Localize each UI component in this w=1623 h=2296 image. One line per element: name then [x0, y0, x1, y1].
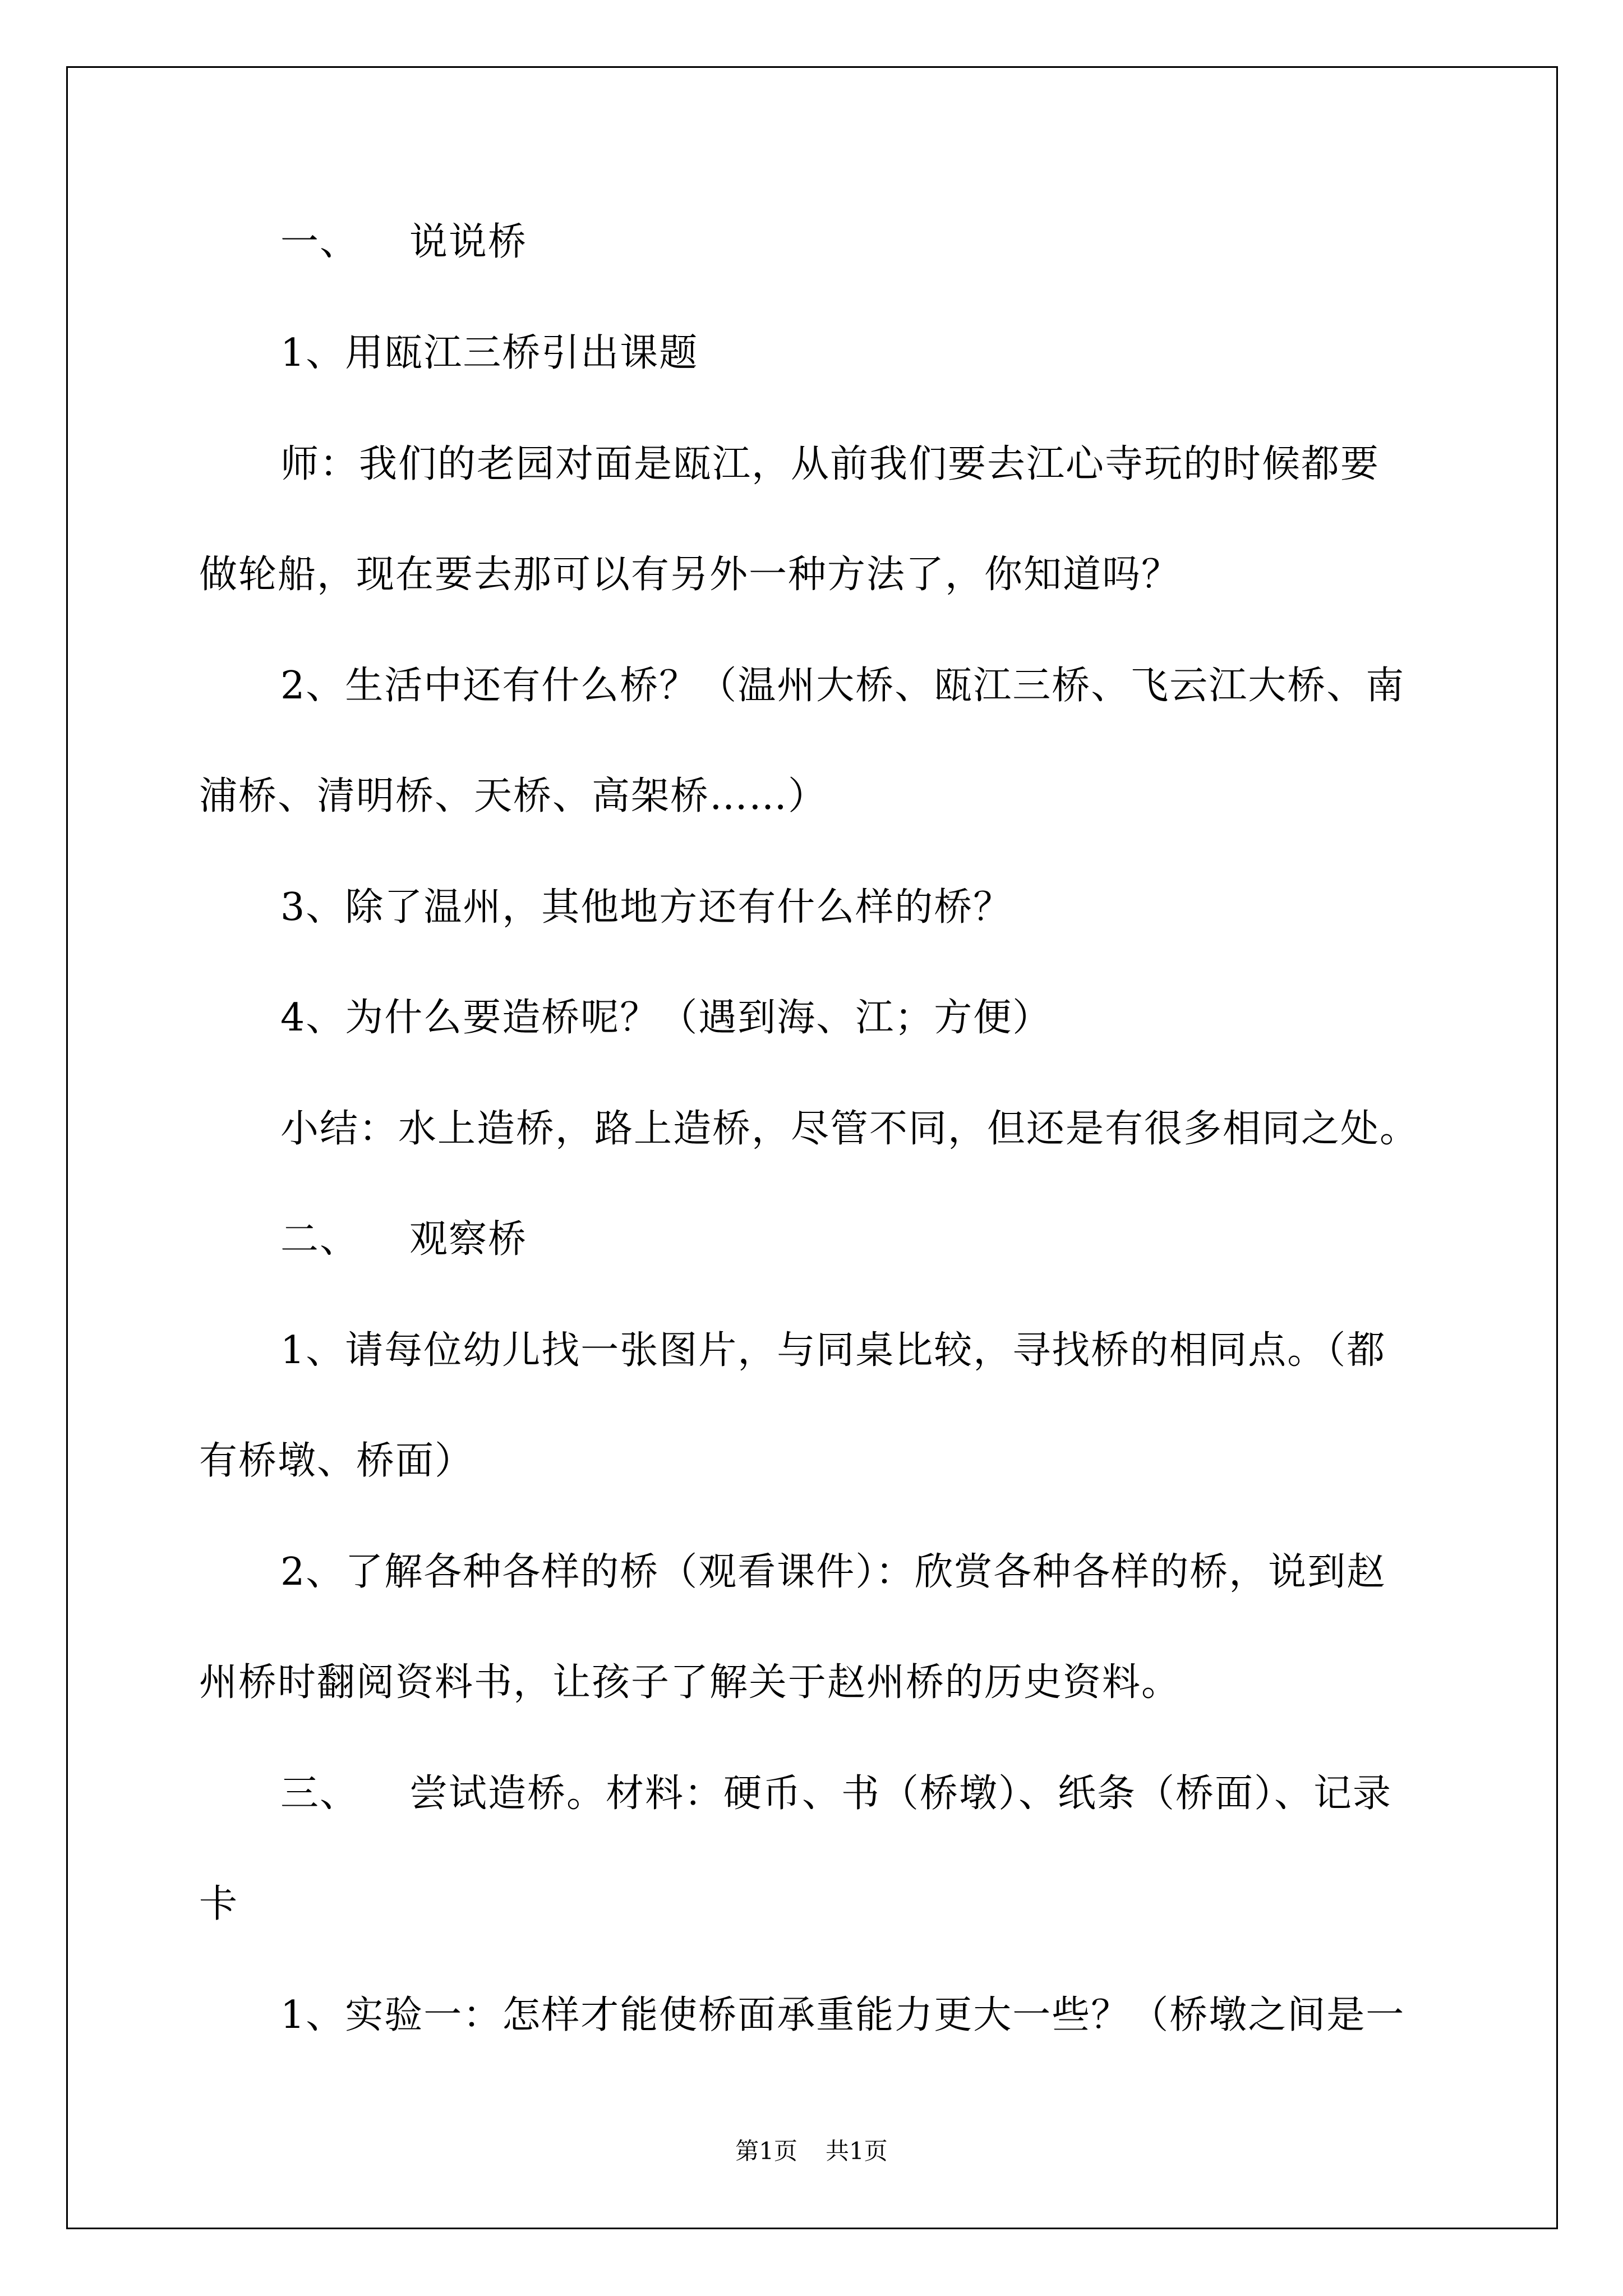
section-number: 二、	[280, 1217, 359, 1262]
section-title: 观察桥	[409, 1217, 528, 1262]
page-footer	[0, 2137, 1623, 2165]
section-heading-1	[280, 220, 527, 265]
paragraph-line: 师：我们的老园对面是瓯江，从前我们要去江心寺玩的时候都要	[280, 442, 1380, 486]
paragraph-line: 2、了解各种各样的桥（观看课件）：欣赏各种各样的桥，说到赵	[280, 1550, 1386, 1594]
paragraph-line: 3、除了温州，其他地方还有什么样的桥？	[280, 885, 1013, 930]
paragraph-line: 卡	[199, 1882, 239, 1926]
paragraph-line: 1、请每位幼儿找一张图片，与同桌比较，寻找桥的相同点。（都	[280, 1328, 1386, 1373]
paragraph-line: 浦桥、清明桥、天桥、高架桥……）	[199, 774, 828, 818]
page-number-current: 第1页	[735, 2137, 797, 2165]
section-number: 一、	[280, 220, 359, 264]
paragraph-line: 2、生活中还有什么桥？（温州大桥、瓯江三桥、飞云江大桥、南	[280, 664, 1405, 708]
page-number-total: 共1页	[826, 2137, 888, 2165]
paragraph-line: 州桥时翻阅资料书，让孩子了解关于赵州桥的历史资料。	[199, 1660, 1181, 1705]
paragraph-line: 做轮船，现在要去那可以有另外一种方法了，你知道吗？	[199, 553, 1181, 597]
paragraph-line: 1、实验一：怎样才能使桥面承重能力更大一些？（桥墩之间是一	[280, 1993, 1405, 2037]
paragraph-line: 小结：水上造桥，路上造桥，尽管不同，但还是有很多相同之处。	[280, 1107, 1419, 1151]
paragraph-line: 有桥墩、桥面）	[199, 1439, 474, 1483]
section-title: 说说桥	[409, 220, 528, 264]
paragraph-line: 1、用瓯江三桥引出课题	[280, 331, 699, 375]
section-heading-3	[280, 1772, 1392, 1816]
section-number: 三、	[280, 1772, 359, 1816]
paragraph-line: 4、为什么要造桥呢？（遇到海、江；方便）	[280, 996, 1052, 1040]
section-title: 尝试造桥。材料：硬币、书（桥墩）、纸条（桥面）、记录	[409, 1772, 1393, 1816]
section-heading-2	[280, 1217, 527, 1262]
